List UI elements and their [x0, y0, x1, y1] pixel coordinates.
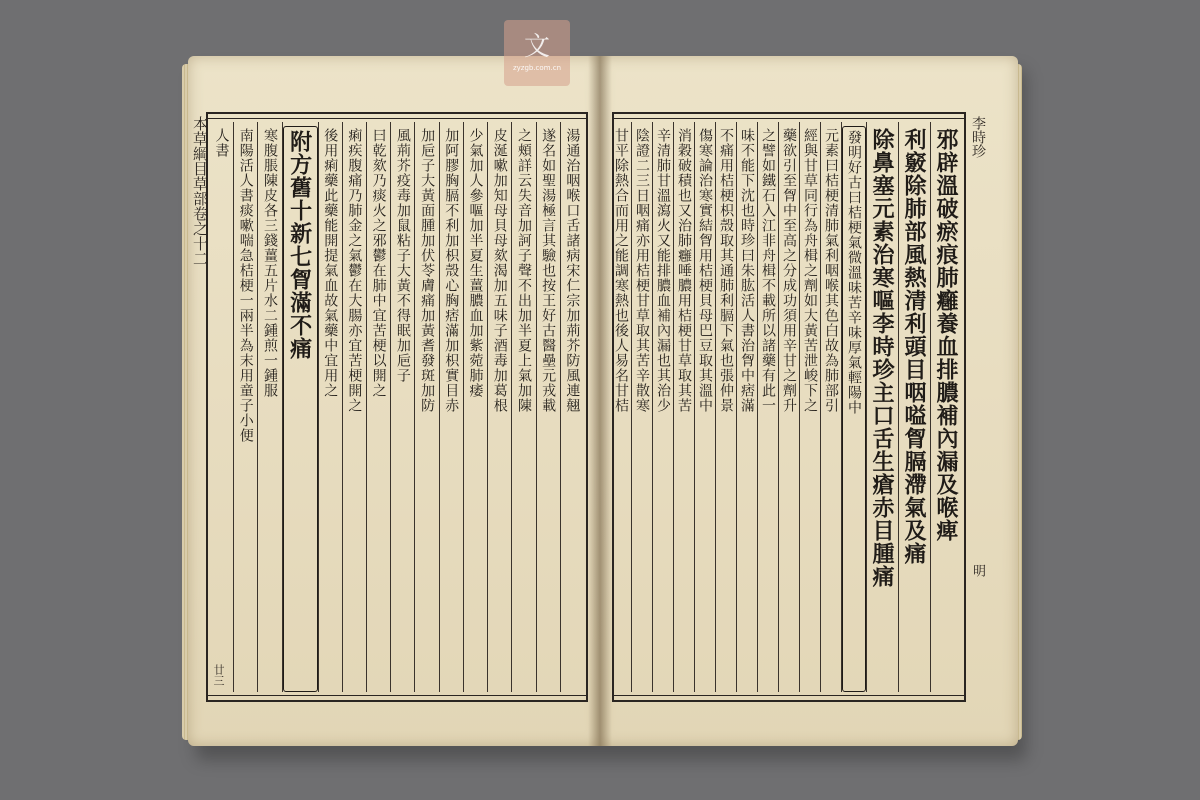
left-page-column-text: 人書	[213, 128, 230, 158]
right-page-column	[736, 122, 757, 692]
right-page-column	[820, 122, 841, 692]
right-page-column-text: 元素曰桔梗清肺氣利咽喉其色白故為肺部引	[823, 128, 839, 413]
left-page-column	[439, 122, 463, 692]
left-page-column-text: 曰乾欬乃痰火之邪鬱在肺中宜苦梗以開之	[370, 128, 387, 398]
right-page-column	[631, 122, 652, 692]
left-page-column	[342, 122, 366, 692]
right-page-column-text: 辛清肺甘溫瀉火又能排膿血補內漏也其治少	[655, 128, 671, 413]
right-edge-author: 李時珍	[970, 116, 986, 158]
right-page-column	[715, 122, 736, 692]
right-page-column	[930, 122, 962, 692]
right-page-column-text: 除鼻塞元素治寒嘔李時珍主口舌生瘡赤目腫痛	[869, 128, 895, 588]
left-page-column	[463, 122, 487, 692]
left-page-column-text: 痢疾腹痛乃肺金之氣鬱在大腸亦宜苦梗開之	[346, 128, 363, 413]
right-page-column	[652, 122, 673, 692]
left-page-column-text: 加巵子大黃面腫加伏苓膚痛加黃耆發斑加防	[419, 128, 436, 413]
frame-bottom-rule	[614, 695, 964, 696]
right-page-column	[673, 122, 694, 692]
right-page-column-text: 味不能下沈也時珍曰朱肱活人書治胷中痞滿	[739, 128, 755, 413]
left-page-column	[536, 122, 560, 692]
left-page-column	[257, 122, 281, 692]
left-page-column	[366, 122, 390, 692]
left-page-column-text: 附方舊十新七胷滿不痛	[283, 126, 318, 692]
right-page-column	[778, 122, 799, 692]
left-page-column	[318, 122, 342, 692]
right-page-column	[799, 122, 820, 692]
left-page-column-text: 湯通治咽喉口舌諸病宋仁宗加荊芥防風連翹	[564, 128, 581, 413]
left-columns	[210, 122, 584, 692]
right-page-column-text: 不痛用桔梗枳殼取其通肺利膈下氣也張仲景	[718, 128, 734, 413]
left-page-column-text: 加阿膠胸膈不利加枳殼心胸痞滿加枳實目赤	[443, 128, 460, 413]
frame-top-rule	[208, 118, 586, 119]
left-text-frame	[206, 112, 588, 702]
right-page-column-text: 甘平除熱合而用之能調寒熱也後人易名甘桔	[613, 128, 629, 413]
right-text-frame	[612, 112, 966, 702]
left-page-column-text: 南陽活人書痰嗽喘急桔梗一兩半為末用童子小便	[237, 128, 254, 443]
watermark-seal	[504, 20, 570, 86]
left-page-number: 廿三	[212, 664, 225, 686]
left-page-column	[511, 122, 535, 692]
book-gutter	[588, 56, 612, 746]
right-page-column-text: 利竅除肺部風熱清利頭目咽嗌胷膈滯氣及痛	[901, 128, 927, 565]
left-page-column-text: 少氣加人參嘔加半夏生薑膿血加紫菀肺痿	[467, 128, 484, 398]
right-page-column-text: 發明好古曰桔梗氣微溫味苦辛味厚氣輕陽中	[842, 126, 866, 692]
right-page-column	[757, 122, 778, 692]
right-page-column	[694, 122, 715, 692]
left-page-column	[487, 122, 511, 692]
right-page-column	[841, 122, 866, 692]
left-page-column-text: 遂名如聖湯極言其驗也按王好古醫壘元戎載	[540, 128, 557, 413]
right-page-column-text: 經與甘草同行為舟楫之劑如大黃苦泄峻下之	[802, 128, 818, 413]
left-page-column-text: 風荊芥疫毒加鼠粘子大黃不得眠加巵子	[394, 128, 411, 383]
right-page-column-text: 消穀破積也又治肺癰唾膿用桔梗甘草取其苦	[676, 128, 692, 413]
left-page-column-text: 之頰詳云失音加訶子聲不出加半夏上氣加陳	[515, 128, 532, 413]
right-page-column-text: 陰證二三日咽痛亦用桔梗甘草取其苦辛散寒	[634, 128, 650, 413]
watermark-url: zyzgb.com.cn	[512, 64, 562, 72]
left-edge-title: 本草綱目草部卷之十二	[191, 116, 209, 266]
left-page-column-text: 後用痢藥此藥能開提氣血故氣藥中宜用之	[322, 128, 339, 398]
left-page-column	[390, 122, 414, 692]
right-page-column	[898, 122, 930, 692]
frame-top-rule	[614, 118, 964, 119]
frame-bottom-rule	[208, 695, 586, 696]
right-page-column-text: 之譬如鐵石入江非舟楫不載所以諸藥有此一	[760, 128, 776, 413]
right-page-column	[866, 122, 898, 692]
right-page-column	[611, 122, 631, 692]
right-page-column-text: 傷寒論治寒實結胷用桔梗貝母巴豆取其溫中	[697, 128, 713, 413]
left-page-column	[210, 122, 233, 692]
left-page-column	[233, 122, 257, 692]
left-page-column	[414, 122, 438, 692]
watermark-glyph: 文	[523, 32, 550, 62]
right-edge-dynasty: 明	[970, 564, 985, 577]
right-page-column-text: 邪辟溫破瘀痕肺癰養血排膿補內漏及喉痺	[933, 128, 959, 542]
left-page-column-text: 寒腹脹陳皮各三錢薑五片水二鍾煎一鍾服	[261, 128, 278, 398]
left-page-column-text: 皮涎嗽加知母貝母欬渴加五味子酒毒加葛根	[491, 128, 508, 413]
left-page-column	[282, 122, 318, 692]
right-columns	[613, 122, 962, 692]
right-page-column-text: 藥欲引至胷中至高之分成功須用辛甘之劑升	[781, 128, 797, 413]
left-page-column	[560, 122, 584, 692]
